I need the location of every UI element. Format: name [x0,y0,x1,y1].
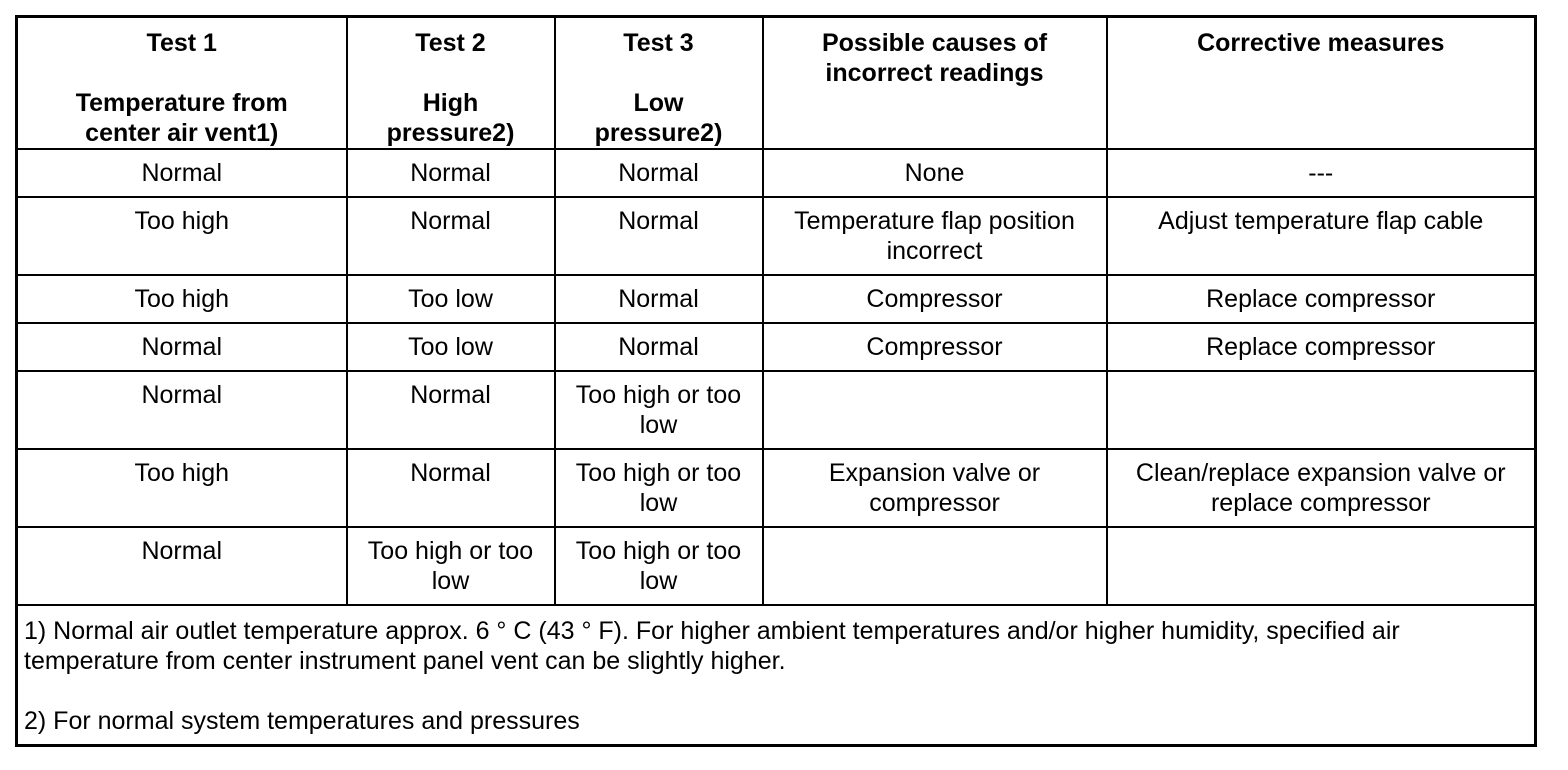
cell-cause: Compressor [763,275,1107,323]
cell-test2: Too low [347,323,555,371]
header-test2-title: Test 2 [415,29,486,57]
diagnostic-table [15,15,1537,747]
table-row [17,449,1536,527]
table-row [17,275,1536,323]
header-test2 [347,17,555,150]
cell-test3: Too high or too low [555,527,763,605]
cell-test2: Normal [347,197,555,275]
cell-test1: Too high [17,197,347,275]
header-row [17,17,1536,150]
table-row [17,197,1536,275]
footnote-1: 1) Normal air outlet temperature approx. 6 ° C (43 ° F). For higher ambient temperatures and/or higher humidity, specified air temperature from center instrument panel vent can be slightly higher. [24,617,1400,675]
cell-measure [1107,527,1536,605]
cell-test3: Too high or too low [555,371,763,449]
cell-test2: Too high or too low [347,527,555,605]
cell-measure: Adjust temperature flap cable [1107,197,1536,275]
footnotes [17,605,1536,746]
cell-test2: Too low [347,275,555,323]
table-row [17,149,1536,197]
footnote-2: 2) For normal system temperatures and pressures [24,707,580,735]
cell-test3: Normal [555,275,763,323]
table-row [17,323,1536,371]
header-test1-title: Test 1 [146,29,217,57]
header-test3-title: Test 3 [623,29,694,57]
header-test3 [555,17,763,150]
cell-test1: Too high [17,449,347,527]
cell-test1: Normal [17,527,347,605]
cell-cause [763,371,1107,449]
cell-measure: Clean/replace expansion valve or replace compressor [1107,449,1536,527]
cell-cause: None [763,149,1107,197]
cell-test1: Normal [17,149,347,197]
cell-test3: Normal [555,323,763,371]
header-test1-subtitle: Temperature from center air vent1) [75,89,288,147]
cell-test1: Too high [17,275,347,323]
cell-test2: Normal [347,371,555,449]
cell-cause [763,527,1107,605]
cell-measure: Replace compressor [1107,275,1536,323]
table-row [17,527,1536,605]
cell-cause: Temperature flap position incorrect [763,197,1107,275]
header-possible-causes-title: Possible causes of incorrect readings [821,29,1048,87]
cell-test3: Normal [555,197,763,275]
cell-test2: Normal [347,449,555,527]
cell-cause: Compressor [763,323,1107,371]
cell-test1: Normal [17,371,347,449]
cell-test3: Normal [555,149,763,197]
cell-measure: --- [1107,149,1536,197]
cell-measure: Replace compressor [1107,323,1536,371]
cell-test3: Too high or too low [555,449,763,527]
footnotes-row [17,605,1536,746]
header-test2-subtitle: High pressure2) [386,89,515,147]
table-row [17,371,1536,449]
header-possible-causes [763,17,1107,150]
header-corrective-measures-title: Corrective measures [1197,29,1445,57]
cell-test2: Normal [347,149,555,197]
cell-cause: Expansion valve or compressor [763,449,1107,527]
cell-test1: Normal [17,323,347,371]
header-test3-subtitle: Low pressure2) [594,89,723,147]
header-corrective-measures [1107,17,1536,150]
cell-measure [1107,371,1536,449]
header-test1 [17,17,347,150]
